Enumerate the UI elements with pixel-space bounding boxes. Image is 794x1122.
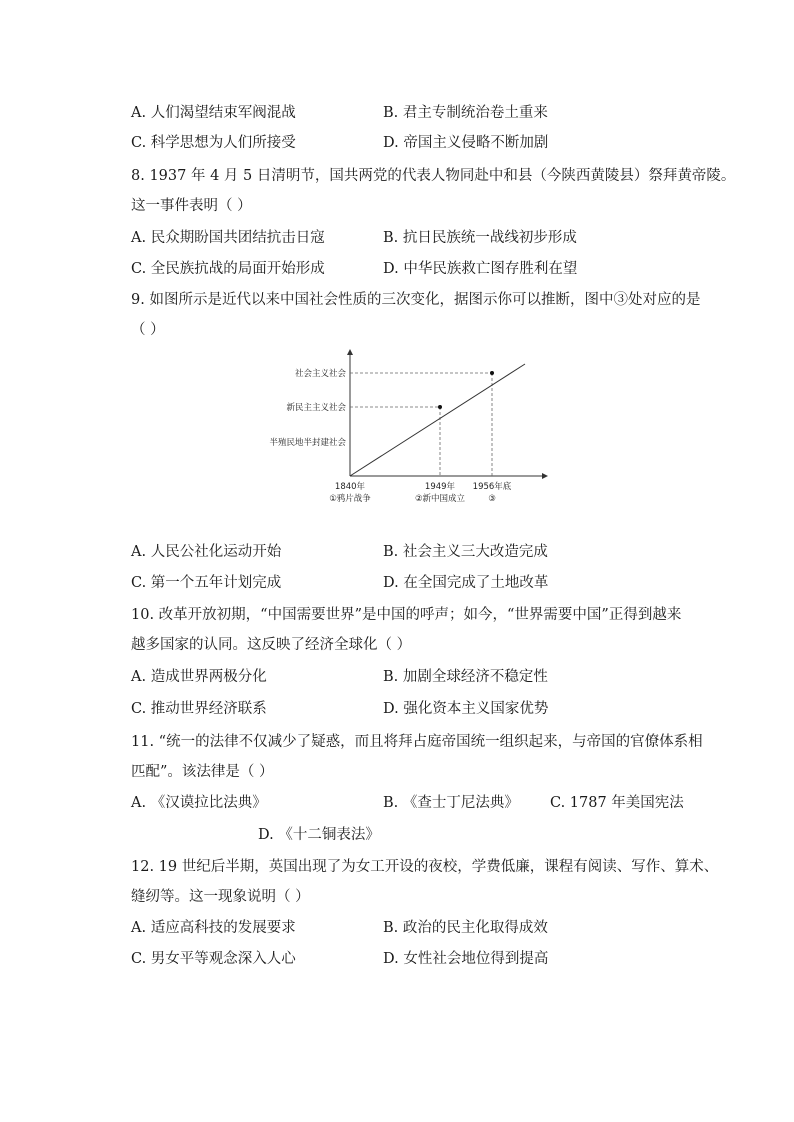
q10-option-b: B. 加剧全球经济不稳定性 — [383, 669, 548, 685]
x-tick-label: 1840年 — [334, 482, 366, 492]
y-category-label: 社会主义社会 — [294, 369, 346, 379]
q7-option-c: C. 科学思想为人们所接受 — [131, 135, 296, 151]
q9-option-c: C. 第一个五年计划完成 — [131, 575, 282, 591]
q10-stem-line2: 越多国家的认同。这反映了经济全球化（ ） — [131, 637, 412, 653]
q11-option-a: A. 《汉谟拉比法典》 — [131, 795, 267, 811]
x-tick-sublabel: ②新中国成立 — [414, 494, 466, 504]
q10-option-a: A. 造成世界两极分化 — [131, 669, 267, 685]
q10-option-c: C. 推动世界经济联系 — [131, 701, 267, 717]
q8-option-b: B. 抗日民族统一战线初步形成 — [383, 230, 577, 246]
q7-option-d: D. 帝国主义侵略不断加剧 — [383, 135, 549, 151]
q9-option-b: B. 社会主义三大改造完成 — [383, 544, 548, 560]
q10-stem-line1: 10. 改革开放初期，“中国需要世界”是中国的呼声；如今，“世界需要中国”正得到越来 — [131, 607, 682, 623]
q12-stem-line2: 缝纫等。这一现象说明（ ） — [131, 889, 310, 905]
y-category-label: 新民主主义社会 — [286, 403, 346, 413]
q12-stem-line1: 12. 19 世纪后半期，英国出现了为女工开设的夜校，学费低廉，课程有阅读、写作、算术、 — [131, 859, 719, 875]
q8-option-a: A. 民众期盼国共团结抗击日寇 — [131, 230, 325, 246]
q10-option-d: D. 强化资本主义国家优势 — [383, 701, 549, 717]
q8-stem-line1: 8. 1937 年 4 月 5 日清明节，国共两党的代表人物同赴中和县（今陕西黄陵县）祭拜黄帝陵。 — [131, 168, 736, 184]
x-tick-sublabel: ①鸦片战争 — [329, 494, 371, 504]
q11-stem-line1: 11. “统一的法律不仅减少了疑惑，而且将拜占庭帝国统一组织起来，与帝国的官僚体系相 — [131, 734, 703, 750]
q12-option-d: D. 女性社会地位得到提高 — [383, 951, 549, 967]
q8-option-d: D. 中华民族救亡图存胜利在望 — [383, 261, 578, 277]
q9-option-d: D. 在全国完成了土地改革 — [383, 575, 549, 591]
data-point — [438, 405, 442, 409]
q8-option-c: C. 全民族抗战的局面开始形成 — [131, 261, 325, 277]
x-tick-label: 1956年底 — [472, 482, 512, 492]
q12-option-a: A. 适应高科技的发展要求 — [131, 920, 296, 936]
q12-option-b: B. 政治的民主化取得成效 — [383, 920, 548, 936]
society-change-chart — [255, 344, 555, 510]
q11-option-c: C. 1787 年美国宪法 — [550, 795, 684, 811]
q9-stem-line1: 9. 如图所示是近代以来中国社会性质的三次变化，据图示你可以推断，图中③处对应的是 — [131, 292, 701, 308]
data-point — [490, 371, 494, 375]
q12-option-c: C. 男女平等观念深入人心 — [131, 951, 296, 967]
q8-stem-line2: 这一事件表明（ ） — [131, 198, 252, 214]
x-tick-sublabel: ③ — [488, 494, 496, 504]
q9-option-a: A. 人民公社化运动开始 — [131, 544, 282, 560]
q9-stem-line2: （ ） — [131, 322, 165, 338]
q11-option-d: D. 《十二铜表法》 — [258, 827, 380, 843]
x-tick-label: 1949年 — [424, 482, 456, 492]
y-category-label: 半殖民地半封建社会 — [269, 438, 346, 448]
q11-option-b: B. 《查士丁尼法典》 — [383, 795, 519, 811]
q7-option-b: B. 君主专制统治卷土重来 — [383, 105, 548, 121]
q11-stem-line2: 匹配”。该法律是（ ） — [131, 764, 274, 780]
q7-option-a: A. 人们渴望结束军阀混战 — [131, 105, 296, 121]
trend-line — [350, 364, 525, 476]
